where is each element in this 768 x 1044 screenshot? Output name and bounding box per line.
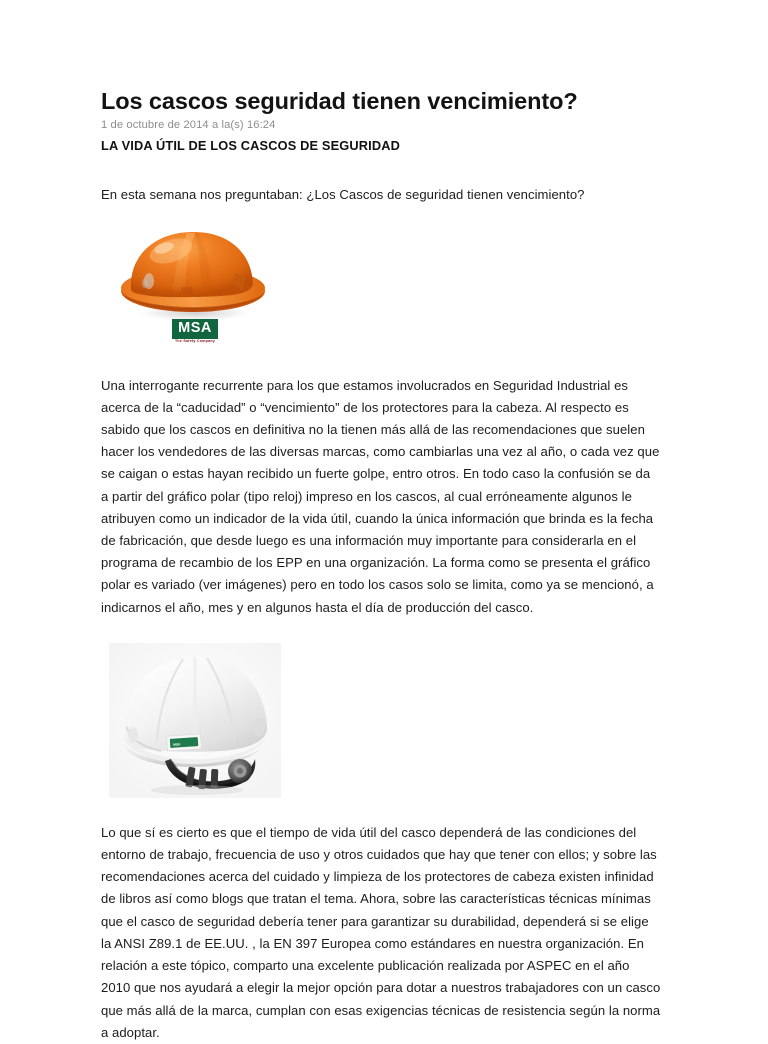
white-helmet-msa-badge — [167, 734, 202, 751]
figure-white-helmet — [109, 643, 281, 798]
publish-timestamp: 1 de octubre de 2014 a la(s) 16:24 — [101, 119, 276, 132]
document-subtitle: LA VIDA ÚTIL DE LOS CASCOS DE SEGURIDAD — [101, 138, 401, 154]
body-paragraph-2: Lo que sí es cierto es que el tiempo de vida útil del casco dependerá de las condiciones del entorno de trabajo, frecuencia de uso y otros cuidados que hay que tener con ellos; y sobre las recomendaciones acerca del cuidado y limpieza de los protectores de cabeza existen infinidad de libros así como blogs que tratan el tema. Ahora, sobre las características técnicas mínimas que el casco de seguridad debería tener para garantizar su durabilidad, dependerá si se elige la ANSI Z89.1 de EE.UU. , la EN 397 Europea como estándares en nuestra organización. En relación a este tópico, comparto una excelente publicación realizada por ASPEC en el año 2010 que nos ayudará a elegir la mejor opción para dotar a nuestros trabajadores con un casco que más allá de la marca, cumplan con esas exigencias técnicas de resistencia según la norma a adoptar. — [101, 824, 661, 1040]
white-helmet-badge-text: MSA — [173, 742, 181, 747]
orange-helmet-icon — [109, 221, 281, 323]
white-helmet-icon — [109, 643, 281, 798]
body-paragraph-1: Una interrogante recurrente para los que estamos involucrados en Seguridad Industrial es acerca de la “caducidad” o “vencimiento” de los protectores para la cabeza. Al respecto es sabido que los cascos en definitiva no la tienen más allá de las recomendaciones que suelen hacer los vendedores de las diversas marcas, como cambiarlas una vez al año, o cada vez que se caigan o estas hayan recibido un fuerte golpe, entro otros. En todo caso la confusión se da a partir del gráfico polar (tipo reloj) impreso en los cascos, al cual erróneamente algunos le atribuyen como un indicador de la vida útil, cuando la única información que brinda es la fecha de fabricación, que desde luego es una información muy importante para considerarla en el programa de recambio de los EPP en una organización. La forma como se presenta el gráfico polar es variado (ver imágenes) pero en todo los casos solo se limita, como ya se mencionó, a indicarnos el año, mes y en algunos hasta el día de producción del casco. — [101, 377, 660, 615]
msa-logo — [167, 319, 223, 344]
msa-logo-tagline: The Safety Company — [174, 339, 216, 344]
figure-orange-helmet — [109, 221, 281, 353]
intro-paragraph: En esta semana nos preguntaban: ¿Los Cascos de seguridad tienen vencimiento? — [101, 187, 585, 203]
page-title: Los cascos seguridad tienen vencimiento? — [101, 88, 578, 114]
msa-logo-text: MSA — [172, 319, 218, 339]
